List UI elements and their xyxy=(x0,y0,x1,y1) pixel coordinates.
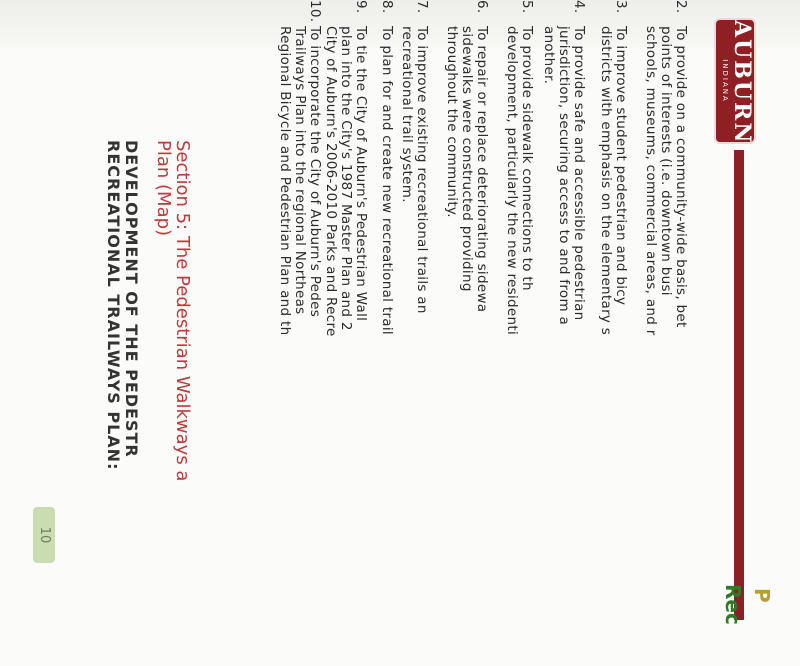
section-title-fragment: Rec xyxy=(721,584,745,625)
logo-main-text: AUBURN xyxy=(729,20,755,145)
rotated-document-page: AUBURN INDIANA P Rec 2. To provide on a community-wide basis, bet points of interests (i.e. downtown busi schools, museums, commercial areas, and r 3. To improve student pedestrian and bicy districts with emphasis on the elementary s 4. To provide safe and accessible pedestrian jurisdiction, securing access to and from a another. 5. To provide sidewalk connections to th development, particularly the new residenti 6. To repair or replace deteriorating sidewa sidewalks were constructed providing throughout the community. 7. To improve existing recreational trails an recreational trail system. 8. To plan for and create new recreational trail 9. To tie the City of Auburn's Pedestrian Wall plan into the City's 1987 Master Plan and 2 City of Auburn's 2006-2010 Parks and Recre 10. To incorporate the City of Auburn's Pedes Trailways Plan into the regional Northeas Regional Bicycle and Pedestrian Plan and th Section 5: The Pedestrian Walkways a Plan (Map) DEVELOPMENT OF THE PEDESTR RECREATIONAL TRAILWAYS PLAN: 10 xyxy=(0,0,800,618)
auburn-logo xyxy=(714,18,756,144)
development-heading: DEVELOPMENT OF THE PEDESTR RECREATIONAL TRAILWAYS PLAN: xyxy=(104,140,141,471)
page-number-tab: 10 xyxy=(33,507,55,563)
section-heading: Section 5: The Pedestrian Walkways a Plan (Map) xyxy=(153,140,193,482)
header-bar xyxy=(734,150,744,620)
page-title-fragment: P xyxy=(750,588,774,603)
logo-sub-text: INDIANA xyxy=(721,59,729,103)
